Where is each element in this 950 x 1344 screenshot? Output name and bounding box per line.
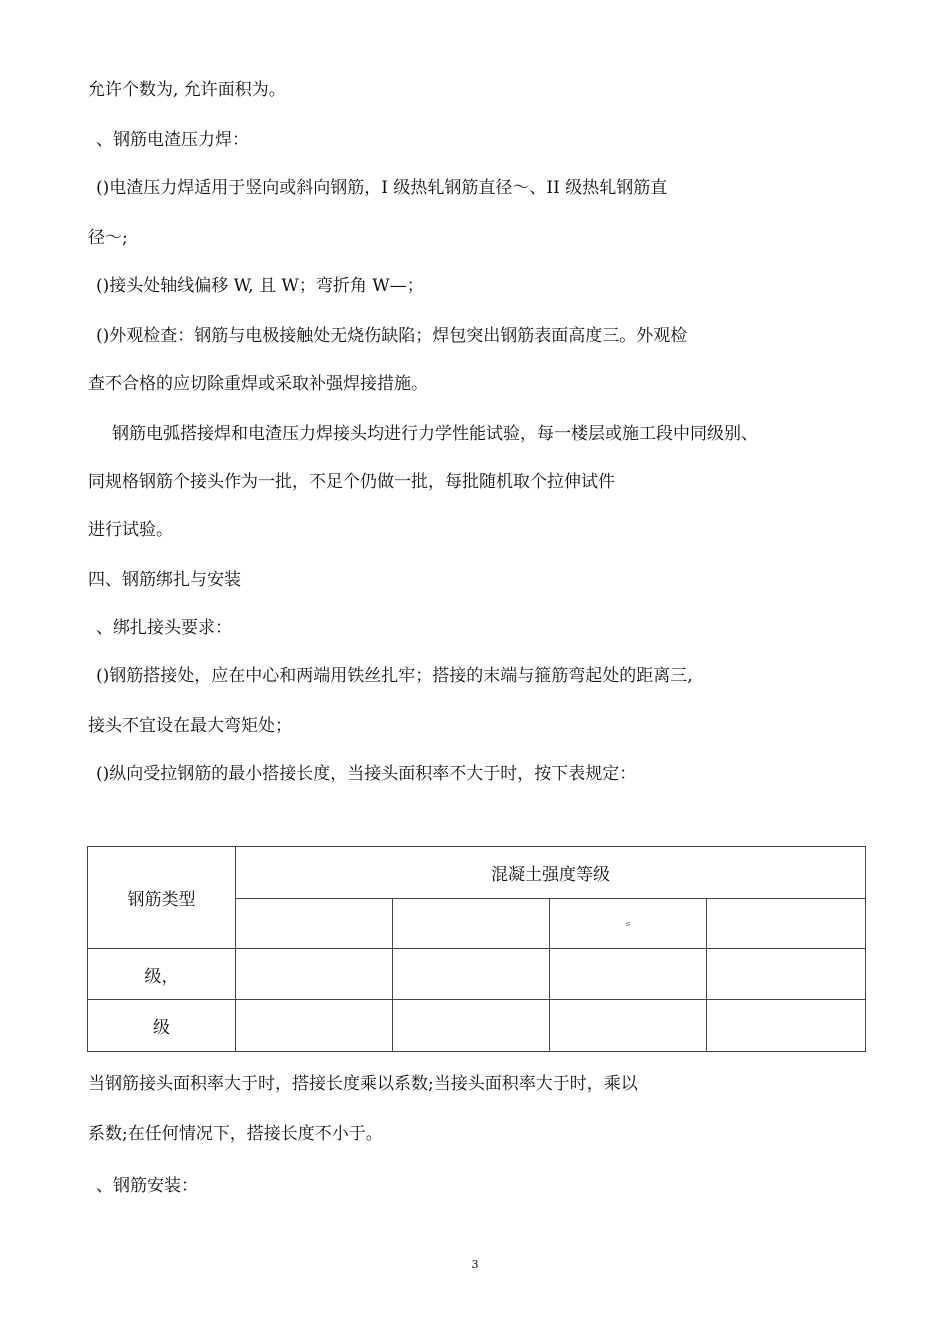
para-8: 同规格钢筋个接头作为一批，不足个仍做一批，每批随机取个拉伸试件 xyxy=(88,472,615,492)
table-cell xyxy=(393,1000,550,1052)
after-table-2: 、钢筋安装： xyxy=(96,1176,198,1196)
table-cell xyxy=(550,1000,707,1052)
para-0: 允许个数为, 允许面积为。 xyxy=(88,80,286,100)
table-row xyxy=(88,949,866,1000)
table-cell xyxy=(393,949,550,1000)
para-14: ()纵向受拉钢筋的最小搭接长度，当接头面积率不大于时，按下表规定： xyxy=(96,764,637,784)
section-heading-4: 四、钢筋绑扎与安装 xyxy=(88,570,241,590)
header-concrete-grade: 混凝土强度等级 xyxy=(236,847,866,899)
row-label: 级， xyxy=(88,949,236,1000)
table-cell xyxy=(707,949,866,1000)
row-label: 级 xyxy=(88,1000,236,1052)
after-table-0: 当钢筋接头面积率大于时，搭接长度乘以系数;当接头面积率大于时，乘以 xyxy=(88,1074,638,1094)
table-cell xyxy=(236,949,393,1000)
para-1: 、钢筋电渣压力焊： xyxy=(96,130,249,150)
para-3: 径～; xyxy=(88,228,128,248)
table-cell xyxy=(550,949,707,1000)
grade-cell xyxy=(707,899,866,949)
para-5: ()外观检查：钢筋与电极接触处无烧伤缺陷；焊包突出钢筋表面高度三。外观检 xyxy=(96,326,688,346)
table-row xyxy=(88,1000,866,1052)
grade-cell xyxy=(236,899,393,949)
lap-length-table xyxy=(87,846,866,1052)
para-11: 、绑扎接头要求： xyxy=(96,618,232,638)
page-number: 3 xyxy=(471,1258,479,1271)
after-table-1: 系数;在任何情况下，搭接长度不小于。 xyxy=(88,1124,383,1144)
para-2: ()电渣压力焊适用于竖向或斜向钢筋，I 级热轧钢筋直径～、II 级热轧钢筋直 xyxy=(96,178,668,198)
table-cell xyxy=(236,1000,393,1052)
para-7: 钢筋电弧搭接焊和电渣压力焊接头均进行力学性能试验，每一楼层或施工段中同级别、 xyxy=(112,424,758,444)
header-rebar-type: 钢筋类型 xyxy=(88,847,236,949)
grade-cell: ≤ xyxy=(550,899,707,949)
para-9: 进行试验。 xyxy=(88,520,173,540)
para-4: ()接头处轴线偏移 W, 且 W；弯折角 W—； xyxy=(96,276,424,296)
grade-cell xyxy=(393,899,550,949)
para-12: ()钢筋搭接处，应在中心和两端用铁丝扎牢；搭接的末端与箍筋弯起处的距离三, xyxy=(96,666,693,686)
table-cell xyxy=(707,1000,866,1052)
para-13: 接头不宜设在最大弯矩处； xyxy=(88,716,292,736)
para-6: 查不合格的应切除重焊或采取补强焊接措施。 xyxy=(88,374,428,394)
